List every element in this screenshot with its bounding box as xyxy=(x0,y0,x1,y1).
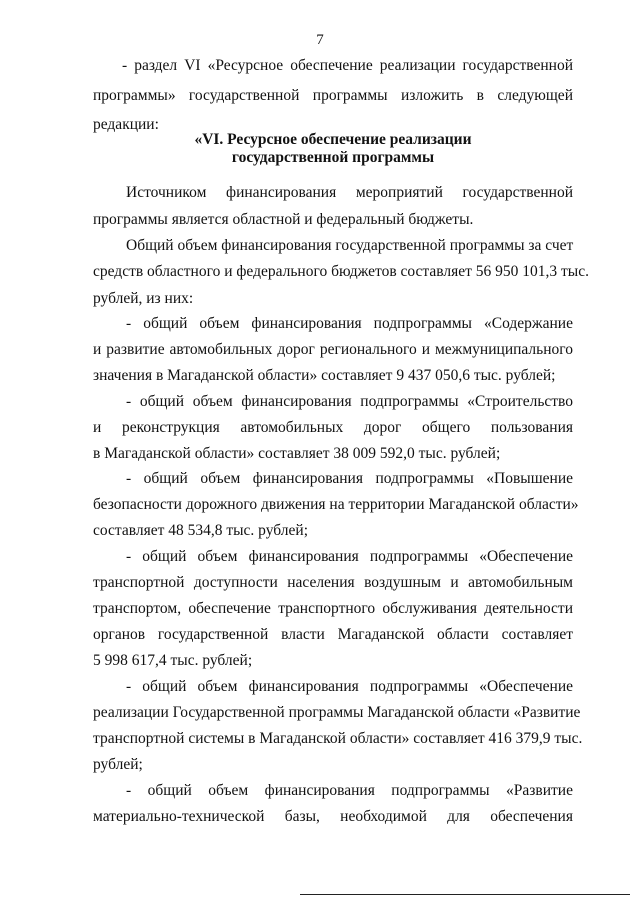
text-line: органов государственной власти Магаданской области составляет xyxy=(93,626,573,643)
text-line: транспортной системы в Магаданской области» составляет 416 379,9 тыс. xyxy=(93,730,583,747)
text-line: составляет 48 534,8 тыс. рублей; xyxy=(93,522,308,539)
text-line: материально-технической базы, необходимой для обеспечения xyxy=(93,808,573,825)
page-number: 7 xyxy=(316,32,324,48)
text-line: реализации Государственной программы Магаданской области «Развитие xyxy=(93,704,581,721)
section-heading: «VI. Ресурсное обеспечение реализации xyxy=(194,131,472,148)
text-line: в Магаданской области» составляет 38 009 592,0 тыс. рублей; xyxy=(93,445,501,462)
text-line: значения в Магаданской области» составляет 9 437 050,6 тыс. рублей; xyxy=(93,367,556,384)
text-line: Источником финансирования мероприятий государственной xyxy=(126,184,573,201)
text-line: программы» государственной программы изложить в следующей xyxy=(93,87,573,104)
text-line: рублей; xyxy=(93,756,143,773)
text-line: - раздел VI «Ресурсное обеспечение реализации государственной xyxy=(122,57,573,74)
section-heading: государственной программы xyxy=(231,149,435,166)
text-line: - общий объем финансирования подпрограммы «Повышение xyxy=(126,470,573,487)
text-line: и реконструкция автомобильных дорог общего пользования xyxy=(93,419,573,436)
text-line: - общий объем финансирования подпрограммы «Обеспечение xyxy=(126,678,573,695)
text-line: - общий объем финансирования подпрограммы «Содержание xyxy=(126,315,573,332)
text-line: - общий объем финансирования подпрограммы «Обеспечение xyxy=(126,548,573,565)
text-line: 5 998 617,4 тыс. рублей; xyxy=(93,652,253,669)
text-line: и развитие автомобильных дорог регионального и межмуниципального xyxy=(93,341,573,358)
text-line: транспортом, обеспечение транспортного обслуживания деятельности xyxy=(93,600,573,617)
bottom-rule xyxy=(300,894,630,895)
text-line: Общий объем финансирования государственной программы за счет xyxy=(126,237,574,254)
text-line: рублей, из них: xyxy=(93,290,194,307)
text-line: редакции: xyxy=(93,116,159,133)
text-line: транспортной доступности населения воздушным и автомобильным xyxy=(93,574,573,591)
text-line: средств областного и федерального бюджетов составляет 56 950 101,3 тыс. xyxy=(93,263,589,280)
text-line: программы является областной и федеральный бюджеты. xyxy=(93,211,474,228)
text-line: - общий объем финансирования подпрограммы «Развитие xyxy=(126,782,573,799)
text-line: - общий объем финансирования подпрограммы «Строительство xyxy=(126,393,573,410)
text-line: безопасности дорожного движения на территории Магаданской области» xyxy=(93,496,579,513)
